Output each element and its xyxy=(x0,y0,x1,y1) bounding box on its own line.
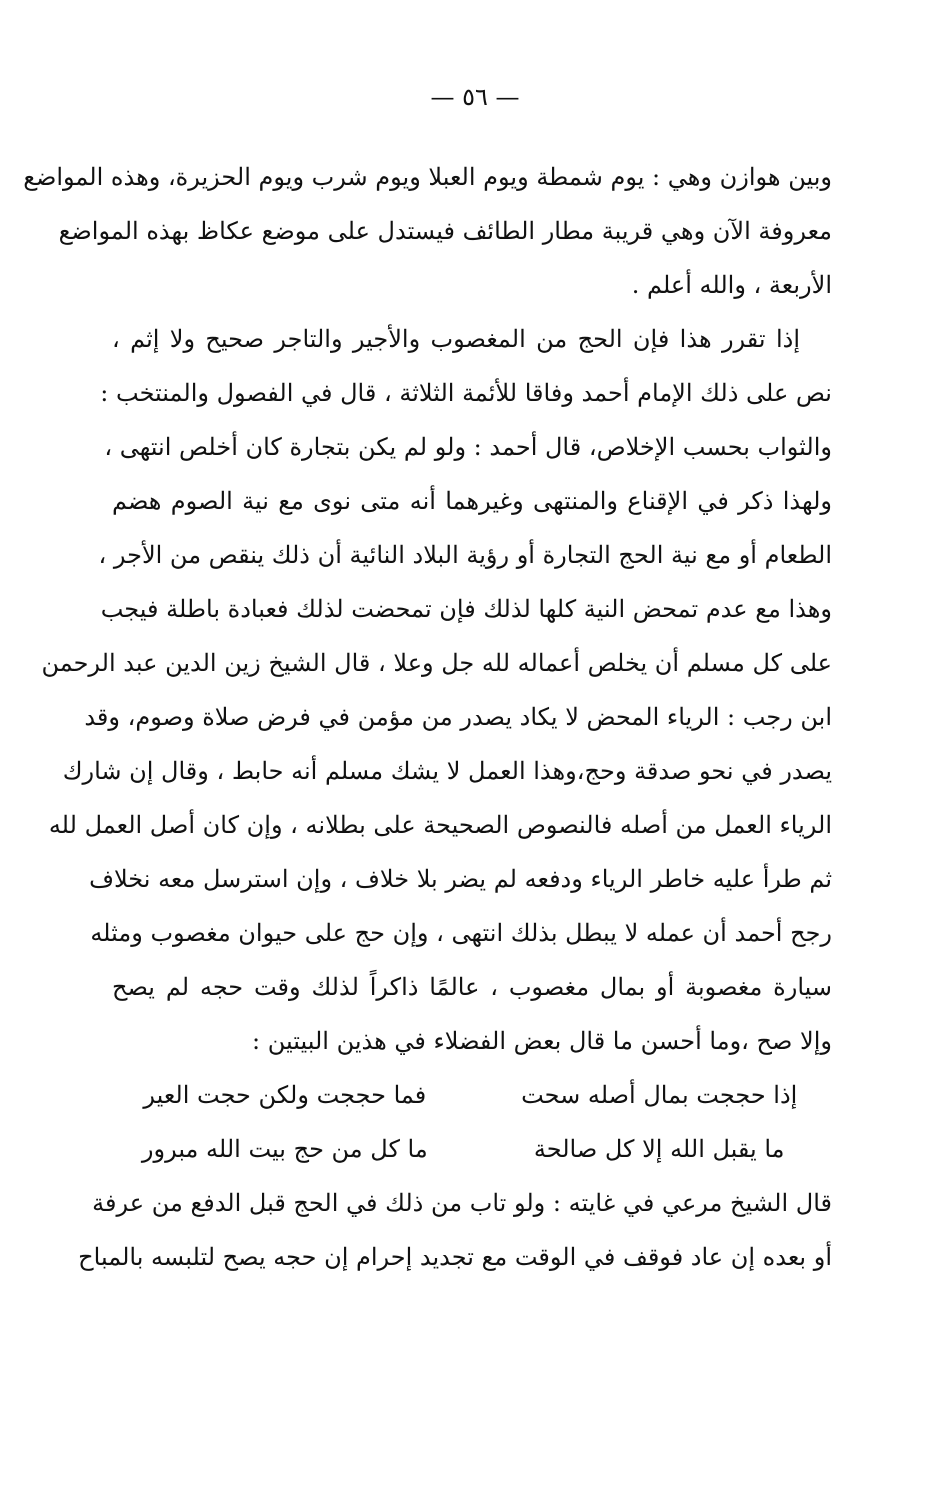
text-line: معروفة الآن وهي قريبة مطار الطائف فيستدل على موضع عكاظ بهذه المواضع xyxy=(58,217,832,245)
verse-second-hemistich: ما كل من حج بيت الله مبرور xyxy=(141,1135,428,1163)
text-line: قال الشيخ مرعي في غايته : ولو تاب من ذلك في الحج قبل الدفع من عرفة xyxy=(92,1189,832,1217)
verse-second-hemistich: فما حججت ولكن حجت العير xyxy=(143,1081,427,1109)
text-line: على كل مسلم أن يخلص أعماله لله جل وعلا ، قال الشيخ زين الدين عبد الرحمن xyxy=(41,649,832,677)
verse-first-hemistich: إذا حججت بمال أصله سحت xyxy=(521,1081,798,1109)
text-line: الأربعة ، والله أعلم . xyxy=(631,271,832,299)
text-line: أو بعده إن عاد فوقف في الوقت مع تجديد إحرام إن حجه يصح لتلبسه بالمباح xyxy=(78,1243,832,1271)
page-body xyxy=(23,150,832,1284)
text-line: يصدر في نحو صدقة وحج،وهذا العمل لا يشك مسلم أنه حابط ، وقال إن شارك xyxy=(62,757,832,785)
text-line: وإلا صح ،وما أحسن ما قال بعض الفضلاء في هذين البيتين : xyxy=(252,1027,832,1055)
text-line: ابن رجب : الرياء المحض لا يكاد يصدر من مؤمن في فرض صلاة وصوم، وقد xyxy=(84,703,832,731)
text-line: سيارة مغصوبة أو بمال مغصوب ، عالمًا ذاكراً لذلك وقت حجه لم يصح xyxy=(112,973,832,1001)
text-line: نص على ذلك الإمام أحمد وفاقا للأئمة الثلاثة ، قال في الفصول والمنتخب : xyxy=(100,379,832,407)
text-line: وبين هوازن وهي : يوم شمطة ويوم العبلا ويوم شرب ويوم الحزيرة، وهذه المواضع xyxy=(23,163,832,191)
poem-verse xyxy=(112,1122,832,1176)
text-line: إذا تقرر هذا فإن الحج من المغصوب والأجير والتاجر صحيح ولا إثم ، xyxy=(112,325,800,353)
text-line: الطعام أو مع نية الحج التجارة أو رؤية البلاد النائية أن ذلك ينقص من الأجر ، xyxy=(98,541,832,569)
page-number: — ٥٦ — xyxy=(430,83,520,111)
text-line: وهذا مع عدم تمحض النية كلها لذلك فإن تمحضت لذلك فعبادة باطلة فيجب xyxy=(100,595,832,623)
text-line: رجح أحمد أن عمله لا يبطل بذلك انتهى ، وإن حج على حيوان مغصوب ومثله xyxy=(90,919,832,947)
text-line: ولهذا ذكر في الإقناع والمنتهى وغيرهما أنه متى نوى مع نية الصوم هضم xyxy=(112,487,832,515)
text-line: الرياء العمل من أصله فالنصوص الصحيحة على بطلانه ، وإن كان أصل العمل لله xyxy=(48,811,832,839)
verse-first-hemistich: ما يقبل الله إلا كل صالحة xyxy=(533,1135,785,1163)
text-line: ثم طرأ عليه خاطر الرياء ودفعه لم يضر بلا خلاف ، وإن استرسل معه نخلاف xyxy=(89,865,832,893)
text-line: والثواب بحسب الإخلاص، قال أحمد : ولو لم يكن بتجارة كان أخلص انتهى ، xyxy=(104,433,832,461)
poem-verse xyxy=(112,1068,832,1122)
